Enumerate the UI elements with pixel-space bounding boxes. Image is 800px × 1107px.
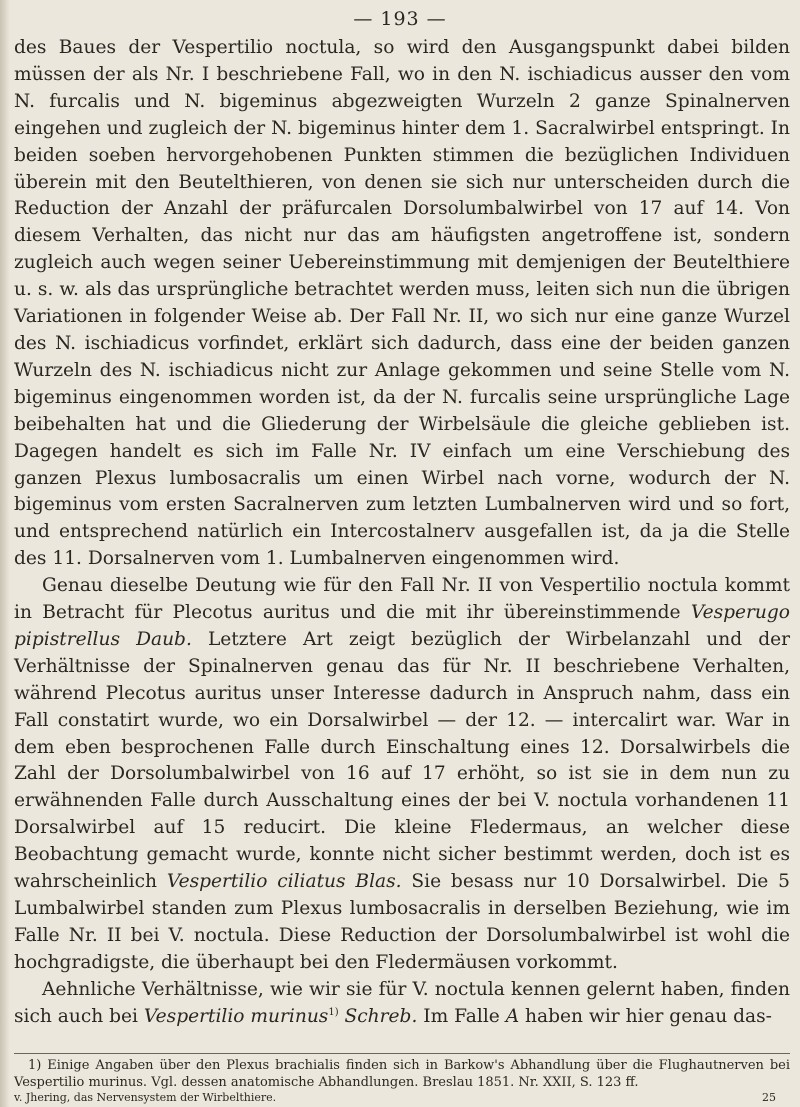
paragraph-3-text-b: Im Falle [417,1005,506,1027]
species-name-vespertilio-ciliatus: Vespertilio ciliatus Blas. [166,871,402,893]
gutter-shadow [0,0,10,1107]
paragraph-2-text-a: Genau dieselbe Deutung wie für den Fall Nr. II von Vespertilio noctula kommt in Betracht für Plecotus auritus und die mit ihr übereinstimmende [14,575,790,624]
body-text [14,35,790,1031]
footnote-marker[interactable]: 1) [328,1006,339,1018]
paragraph-3-text-c: haben wir hier genau das- [519,1005,772,1027]
signature-line [14,1091,790,1104]
paragraph-1 [14,35,790,573]
page-number: — 193 — [353,8,447,30]
signature-mark: 25 [762,1091,776,1104]
species-name-vesperugo: Vesperugo pipistrellus Daub. [14,602,790,650]
footnotes [14,1057,790,1091]
paragraph-3-text-a: Aehnliche Verhältnisse, wie wir sie für V. noctula kennen gelernt haben, finden sich auch bei [14,978,790,1027]
paragraph-3 [14,977,790,1031]
species-name-vespertilio-murinus: Vespertilio murinus [143,1005,329,1027]
case-label: A [505,1005,520,1027]
footnote-divider [14,1053,790,1054]
paragraph-2-text-b: Letztere Art zeigt bezüglich der Wirbelanzahl und der Verhältnisse der Spinalnerven genau das für Nr. II beschriebene Verhalten, während Plecotus auritus unser Interesse dadurch in Anspruch nahm, dass ein Fall constatirt wurde, wo ein Dorsalwirbel — der 12. — intercalirt war. War in dem eben besprochenen Falle durch Einschaltung eines 12. Dorsalwirbels die Zahl der Dorsolumbalwirbel von 16 auf 17 erhöht, so ist sie in dem nun zu erwähnenden Falle durch Ausschaltung eines der bei V. noctula vorhandenen 11 Dorsalwirbel auf 15 reducirt. Die kleine Fledermaus, an welcher diese Beobachtung gemacht wurde, konnte nicht sicher bestimmt werden, doch ist es wahrscheinlich [14,628,790,893]
paragraph-2-text-c: Sie besass nur 10 Dorsalwirbel. Die 5 Lumbalwirbel standen zum Plexus lumbosacralis in derselben Beziehung, wie im Falle Nr. II bei V. noctula. Diese Reduction der Dorsolumbalwirbel ist wohl die hochgradigste, die überhaupt bei den Fledermäusen vorkommt. [14,871,790,973]
signature-author-title: v. Jhering, das Nervensystem der Wirbelthiere. [14,1091,277,1104]
species-author: Schreb. [338,1005,418,1027]
paragraph-2 [14,573,790,977]
footnote-1: 1) Einige Angaben über den Plexus brachialis finden sich in Barkow's Abhandlung über die Flughautnerven bei Vespertilio murinus. Vgl. dessen anatomische Abhandlungen. Breslau 1851. Nr. XXII, S. 123 ff. [14,1058,790,1090]
paragraph-1-text: des Baues der Vespertilio noctula, so wird den Ausgangspunkt dabei bilden müssen der als Nr. I beschriebene Fall, wo in den N. ischiadicus ausser den vom N. furcalis und N. bigeminus abgezweigten Wurzeln 2 ganze Spinalnerven eingehen und zugleich der N. bigeminus hinter dem 1. Sacralwirbel entspringt. In beiden soeben hervorgehobenen Punkten stimmen die bezüglichen Individuen überein mit den Beutelthieren, von denen sie sich nur unterscheiden durch die Reduction der Anzahl der präfurcalen Dorsolumbalwirbel von 17 auf 14. Von diesem Verhalten, das nicht nur das am häufigsten angetroffene ist, sondern zugleich auch wegen seiner Uebereinstimmung mit demjenigen der Beutelthiere u. s. w. als das ursprüngliche betrachtet werden muss, leiten sich nun die übrigen Variationen in folgender Weise ab. Der Fall Nr. II, wo sich nur eine ganze Wurzel des N. ischiadicus vorfindet, erklärt sich dadurch, dass eine der beiden ganzen Wurzeln des N. ischiadicus nicht zur Anlage gekommen und seine Stelle vom N. bigeminus eingenommen worden ist, da der N. furcalis seine ursprüngliche Lage beibehalten hat und die Gliederung der Wirbelsäule die gleiche geblieben ist. Dagegen handelt es sich im Falle Nr. IV einfach um eine Verschiebung des ganzen Plexus lumbosacralis um einen Wirbel nach vorne, wodurch der N. bigeminus vom ersten Sacralnerven zum letzten Lumbalnerven wird und so fort, und entsprechend natürlich ein Intercostalnerv ausgefallen ist, da ja die Stelle des 11. Dorsalnerven vom 1. Lumbalnerven eingenommen wird. [14,37,790,570]
